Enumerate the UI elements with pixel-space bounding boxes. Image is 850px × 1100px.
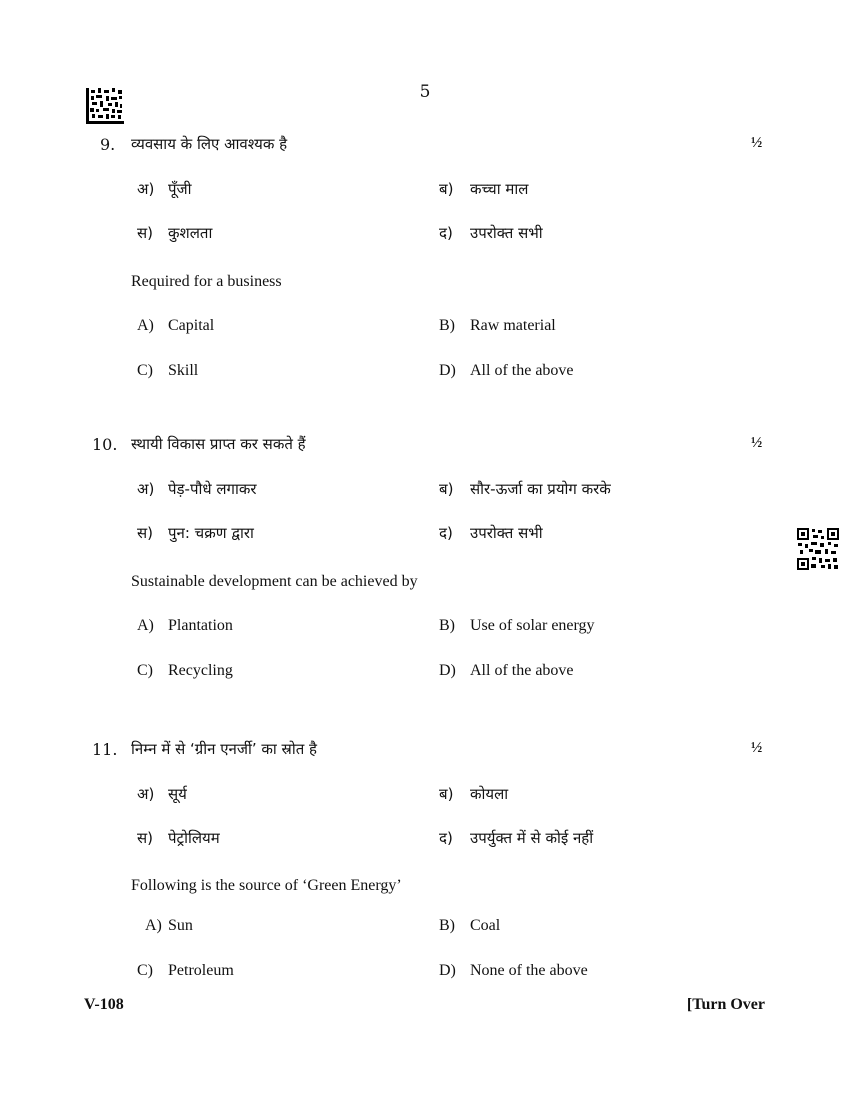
option-label: A) — [137, 617, 154, 634]
option-english-a — [137, 617, 233, 635]
option-label: द) — [439, 829, 453, 847]
option-text: कोयला — [470, 785, 509, 803]
option-hindi-c — [137, 523, 254, 543]
option-text: उपर्युक्त में से कोई नहीं — [470, 829, 594, 847]
barcode-icon — [86, 88, 124, 124]
question-text-hindi: स्थायी विकास प्राप्त कर सकते हैं — [131, 435, 306, 453]
option-label: अ) — [137, 785, 155, 803]
option-text: All of the above — [470, 662, 574, 679]
option-label: स) — [137, 524, 153, 542]
question-text-hindi: निम्न में से ‘ग्रीन एनर्जी’ का स्रोत है — [131, 740, 318, 758]
option-text: कुशलता — [168, 224, 213, 242]
option-text: सौर-ऊर्जा का प्रयोग करके — [470, 480, 611, 498]
option-label: स) — [137, 829, 153, 847]
question-number: 9. — [100, 135, 116, 154]
option-text: Skill — [168, 362, 199, 379]
option-label: D) — [439, 962, 456, 979]
qr-code-icon — [797, 528, 839, 570]
question-marks: ½ — [751, 740, 763, 756]
option-label: A) — [137, 317, 154, 334]
option-text: उपरोक्त सभी — [470, 224, 543, 242]
option-text: सूर्य — [168, 785, 187, 803]
question-text-english: Sustainable development can be achieved by — [131, 573, 418, 590]
option-label: B) — [439, 617, 455, 634]
option-label: D) — [439, 362, 456, 379]
option-label: ब) — [439, 785, 454, 803]
turn-over-text: [Turn Over — [686, 996, 765, 1013]
option-text: Capital — [168, 317, 215, 334]
option-hindi-b — [439, 784, 508, 804]
option-text: पेड़-पौधे लगाकर — [168, 480, 257, 498]
option-label: D) — [439, 662, 456, 679]
option-label: B) — [439, 317, 455, 334]
option-label: अ) — [137, 480, 155, 498]
option-english-b — [439, 917, 500, 935]
question-number: 10. — [92, 435, 118, 454]
option-hindi-c — [137, 828, 220, 848]
option-english-c — [137, 662, 233, 680]
option-text: कच्चा माल — [470, 180, 529, 198]
option-label: स) — [137, 224, 153, 242]
option-label: B) — [439, 917, 455, 934]
question-text-hindi: व्यवसाय के लिए आवश्यक है — [131, 135, 288, 153]
option-hindi-c — [137, 223, 212, 243]
option-label: अ) — [137, 180, 155, 198]
option-text: उपरोक्त सभी — [470, 524, 543, 542]
option-text: All of the above — [470, 362, 574, 379]
option-text: Coal — [470, 917, 501, 934]
option-hindi-d — [439, 828, 593, 848]
option-hindi-d — [439, 223, 543, 243]
question-text-english: Following is the source of ‘Green Energy’ — [131, 877, 402, 894]
question-text-english: Required for a business — [131, 273, 282, 290]
option-hindi-a — [137, 179, 192, 199]
option-hindi-b — [439, 179, 528, 199]
option-english-d — [439, 662, 574, 680]
option-hindi-a — [137, 784, 187, 804]
option-label: द) — [439, 524, 453, 542]
option-label: C) — [137, 362, 153, 379]
option-label: C) — [137, 662, 153, 679]
paper-code: V-108 — [84, 996, 124, 1013]
option-text: Sun — [168, 917, 193, 934]
option-english-c — [137, 362, 198, 380]
option-english-b — [439, 617, 595, 635]
question-marks: ½ — [751, 435, 763, 451]
option-english-d — [439, 962, 588, 980]
option-text: None of the above — [470, 962, 588, 979]
page-number: 5 — [419, 82, 431, 102]
option-text: Raw material — [470, 317, 556, 334]
option-text: पूँजी — [168, 180, 192, 198]
option-text: Use of solar energy — [470, 617, 595, 634]
option-hindi-d — [439, 523, 543, 543]
option-text: Petroleum — [168, 962, 234, 979]
option-text: Plantation — [168, 617, 233, 634]
option-label: C) — [137, 962, 153, 979]
question-marks: ½ — [751, 135, 763, 151]
option-text: Recycling — [168, 662, 233, 679]
option-english-c — [137, 962, 234, 980]
option-label: A) — [145, 917, 162, 934]
option-label: ब) — [439, 180, 454, 198]
question-number: 11. — [92, 740, 118, 759]
option-english-a — [145, 917, 193, 935]
option-text: पेट्रोलियम — [168, 829, 220, 847]
option-label: द) — [439, 224, 453, 242]
option-label: ब) — [439, 480, 454, 498]
option-hindi-b — [439, 479, 611, 499]
option-english-d — [439, 362, 574, 380]
option-english-b — [439, 317, 556, 335]
option-hindi-a — [137, 479, 257, 499]
option-english-a — [137, 317, 214, 335]
option-text: पुन: चक्रण द्वारा — [168, 524, 254, 542]
